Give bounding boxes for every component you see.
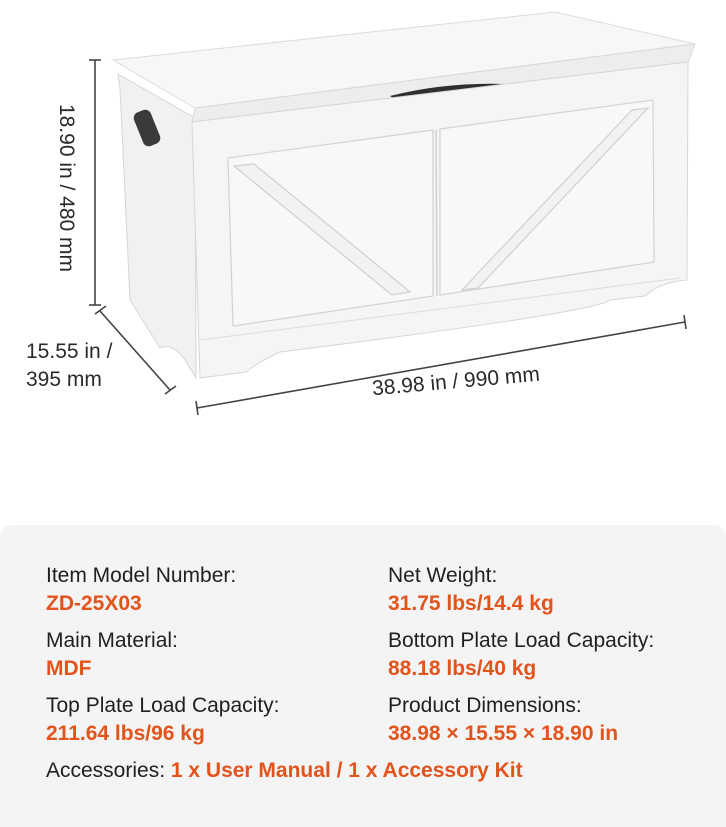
width-dimension-label: 38.98 in / 990 mm bbox=[371, 362, 541, 401]
height-dimension-label: 18.90 in / 480 mm bbox=[55, 103, 78, 273]
spec-model-number bbox=[46, 563, 236, 619]
spec-value: 211.64 lbs/96 kg bbox=[46, 722, 205, 745]
spec-value: 38.98 × 15.55 × 18.90 in bbox=[388, 722, 619, 745]
depth-dimension-label bbox=[26, 338, 112, 394]
depth-line-2: 395 mm bbox=[26, 368, 102, 391]
spec-net-weight bbox=[388, 563, 554, 619]
spec-label: Item Model Number: bbox=[46, 564, 237, 587]
spec-main-material bbox=[46, 628, 178, 684]
depth-line-1: 15.55 in / bbox=[26, 340, 113, 363]
spec-value: 31.75 lbs/14.4 kg bbox=[388, 592, 554, 615]
spec-label: Main Material: bbox=[46, 629, 178, 652]
spec-accessories bbox=[46, 759, 523, 783]
spec-label: Product Dimensions: bbox=[388, 694, 582, 717]
spec-value: 1 x User Manual / 1 x Accessory Kit bbox=[170, 759, 523, 782]
spec-label: Net Weight: bbox=[388, 564, 498, 587]
spec-label: Bottom Plate Load Capacity: bbox=[388, 629, 655, 652]
spec-label: Top Plate Load Capacity: bbox=[46, 694, 280, 717]
spec-top-load bbox=[46, 693, 279, 749]
spec-value: 88.18 lbs/40 kg bbox=[388, 657, 537, 680]
spec-product-dimensions bbox=[388, 693, 618, 749]
spec-label: Accessories: bbox=[46, 759, 171, 782]
spec-value: MDF bbox=[46, 657, 92, 680]
specifications-panel bbox=[0, 525, 726, 827]
spec-value: ZD-25X03 bbox=[46, 592, 142, 615]
spec-bottom-load bbox=[388, 628, 654, 684]
